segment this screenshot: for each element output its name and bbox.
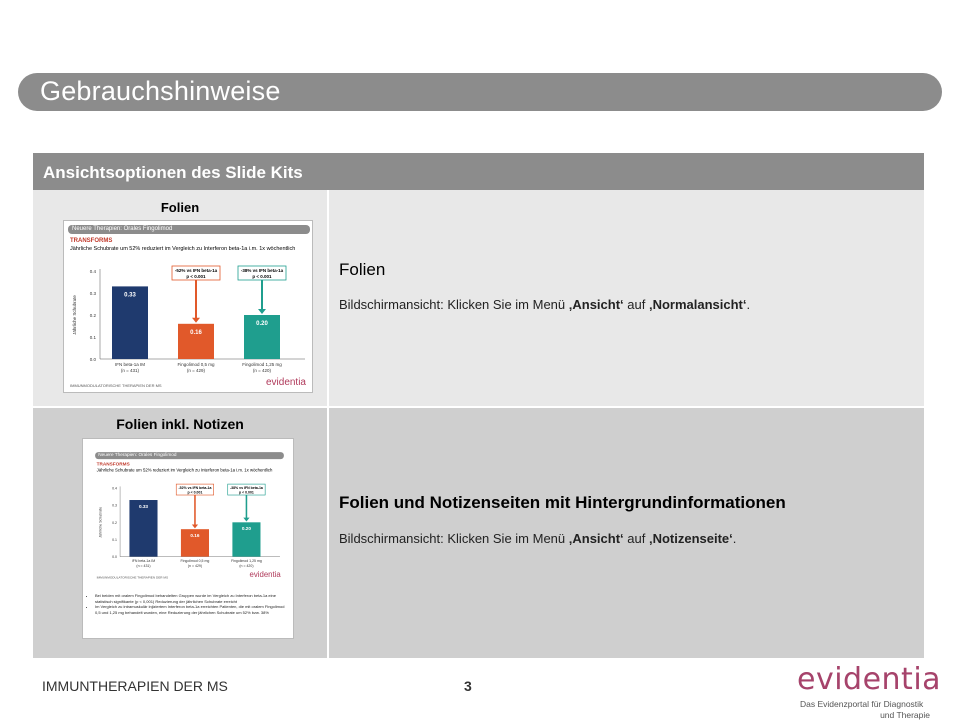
desc-prefix: Bildschirmansicht: Klicken Sie im Menü: [339, 297, 569, 312]
thumbnail-label: Folien: [160, 200, 200, 215]
menu-name: ‚Ansicht‘: [568, 531, 624, 546]
bar-value-label: 0.20: [241, 526, 251, 532]
y-tick-label: 0.1: [89, 335, 96, 340]
annotation-line1: -38% vs IFN beta-1a: [230, 485, 263, 490]
y-tick-label: 0.4: [112, 486, 117, 491]
category-n-label: (n = 420): [252, 368, 272, 373]
notes-page-thumbnail: [82, 438, 294, 639]
annotation-line1: -52% vs IFN beta-1a: [174, 268, 218, 273]
slide-logo: evidentia: [265, 377, 306, 388]
footer-section-label: IMMUNTHERAPIEN DER MS: [42, 678, 228, 694]
annotation-line1: -38% vs IFN beta-1a: [240, 268, 284, 273]
notes-bullet: • Bei beiden mit oralem Fingolimod behandelten Gruppen wurde im Vergleich zu Interferon beta-1a eine statistisch signifikante (p < 0,001) Reduzierung der jährlichen Schubrate erreicht: [95, 593, 289, 604]
notes-bullet: • Im Vergleich zu intramuskulär injiziertem Interferon beta-1a erreichten Patienten, die mit oralem Fingolimod 0,5 und 1,25 mg behandelt wurden, eine Reduzierung der jährlichen Schubrate um 52% bzw. 38%: [95, 604, 289, 615]
bar-chart: [92, 449, 287, 584]
study-name: TRANSFORMS: [96, 462, 130, 467]
row-description: [339, 297, 750, 312]
category-n-label: (n = 431): [136, 563, 151, 568]
desc-mid: auf: [623, 531, 649, 546]
bar-value-label: 0.16: [190, 329, 202, 336]
slide-subtitle: Jährliche Schubrate um 52% reduziert im Vergleich zu Interferon beta-1a i.m. 1x wöchentlich: [70, 246, 296, 252]
logo-tagline-line1: Das Evidenzportal für Diagnostik: [800, 699, 924, 709]
table-header: Ansichtsoptionen des Slide Kits: [33, 153, 924, 190]
annotation-arrowhead: [243, 518, 249, 522]
bar-value-label: 0.16: [190, 532, 200, 538]
menu-item-name: ‚Notizenseite‘: [648, 531, 733, 546]
evidentia-logo: [797, 662, 942, 720]
page-title: Gebrauchshinweise: [40, 76, 281, 106]
slide-footer: IMMUNMODULATORISCHE THERAPIEN DER MS: [96, 575, 169, 580]
y-tick-label: 0.1: [112, 538, 117, 543]
category-n-label: (n = 420): [239, 563, 254, 568]
annotation-arrowhead: [258, 309, 266, 314]
bar-chart: [64, 221, 313, 393]
annotation-line2: p < 0.001: [187, 490, 203, 495]
annotation-line2: p < 0.001: [238, 490, 254, 495]
slide-footer: IMMUNMODULATORISCHE THERAPIEN DER MS: [70, 383, 162, 388]
category-n-label: (n = 429): [187, 563, 203, 568]
category-label: IFN beta-1a IM: [131, 559, 156, 564]
row-title: Folien: [339, 260, 386, 279]
row-title: Folien und Notizenseiten mit Hintergrundinformationen: [339, 493, 786, 512]
y-tick-label: 0.2: [89, 313, 96, 318]
category-label: Fingolimod 1,25 mg: [231, 559, 262, 564]
notes-bullets: [89, 593, 289, 615]
page-number: 3: [464, 678, 472, 694]
annotation-line1: -52% vs IFN beta-1a: [178, 485, 212, 490]
y-axis-label: Jährliche Schubrate: [98, 506, 103, 538]
logo-word: evidentia: [797, 662, 942, 697]
slide-thumbnail: [63, 220, 313, 393]
desc-suffix: .: [732, 531, 737, 546]
logo-tagline-line2: und Therapie: [880, 710, 930, 720]
row-description: [339, 531, 736, 546]
annotation-arrowhead: [192, 525, 198, 529]
study-name: TRANSFORMS: [70, 238, 113, 244]
annotation-arrowhead: [192, 318, 200, 323]
description-cell: [331, 408, 924, 658]
y-tick-label: 0.4: [89, 269, 96, 274]
y-tick-label: 0.3: [112, 503, 117, 508]
title-bar: [18, 73, 942, 111]
notes-slide-preview: [92, 449, 287, 584]
bar-value-label: 0.20: [256, 321, 268, 327]
y-axis-label: Jährliche Schubrate: [72, 295, 77, 335]
y-tick-label: 0.0: [112, 555, 117, 560]
slide-logo: evidentia: [249, 570, 281, 580]
category-label: IFN beta-1a IM: [114, 362, 146, 367]
y-tick-label: 0.3: [89, 291, 96, 296]
description-cell: [331, 190, 924, 406]
y-tick-label: 0.2: [112, 520, 117, 525]
slide-title-bar: Neuere Therapien: Orales Fingolimod: [95, 452, 284, 459]
bar-value-label: 0.33: [138, 503, 149, 509]
thumbnail-label: Folien inkl. Notizen: [116, 416, 244, 432]
slide-subtitle: Jährliche Schubrate um 52% reduziert im Vergleich zu Interferon beta-1a i.m. 1x wöchentlich: [96, 468, 273, 474]
menu-name: ‚Ansicht‘: [568, 297, 624, 312]
slide-title-bar: Neuere Therapien: Orales Fingolimod: [68, 225, 310, 234]
category-label: Fingolimod 0,5 mg: [177, 362, 215, 367]
y-tick-label: 0.0: [89, 357, 96, 362]
menu-item-name: ‚Normalansicht‘: [648, 297, 747, 312]
annotation-line2: p < 0.001: [186, 274, 206, 279]
bar-value-label: 0.33: [124, 292, 136, 299]
logo-tagline: [800, 699, 960, 720]
desc-suffix: .: [746, 297, 751, 312]
category-label: Fingolimod 0,5 mg: [180, 559, 210, 564]
desc-mid: auf: [623, 297, 649, 312]
category-n-label: (n = 429): [186, 368, 206, 373]
desc-prefix: Bildschirmansicht: Klicken Sie im Menü: [339, 531, 569, 546]
slide-preview: [64, 221, 313, 393]
category-n-label: (n = 431): [120, 368, 140, 373]
annotation-line2: p < 0.001: [252, 274, 272, 279]
category-label: Fingolimod 1,25 mg: [242, 362, 282, 367]
